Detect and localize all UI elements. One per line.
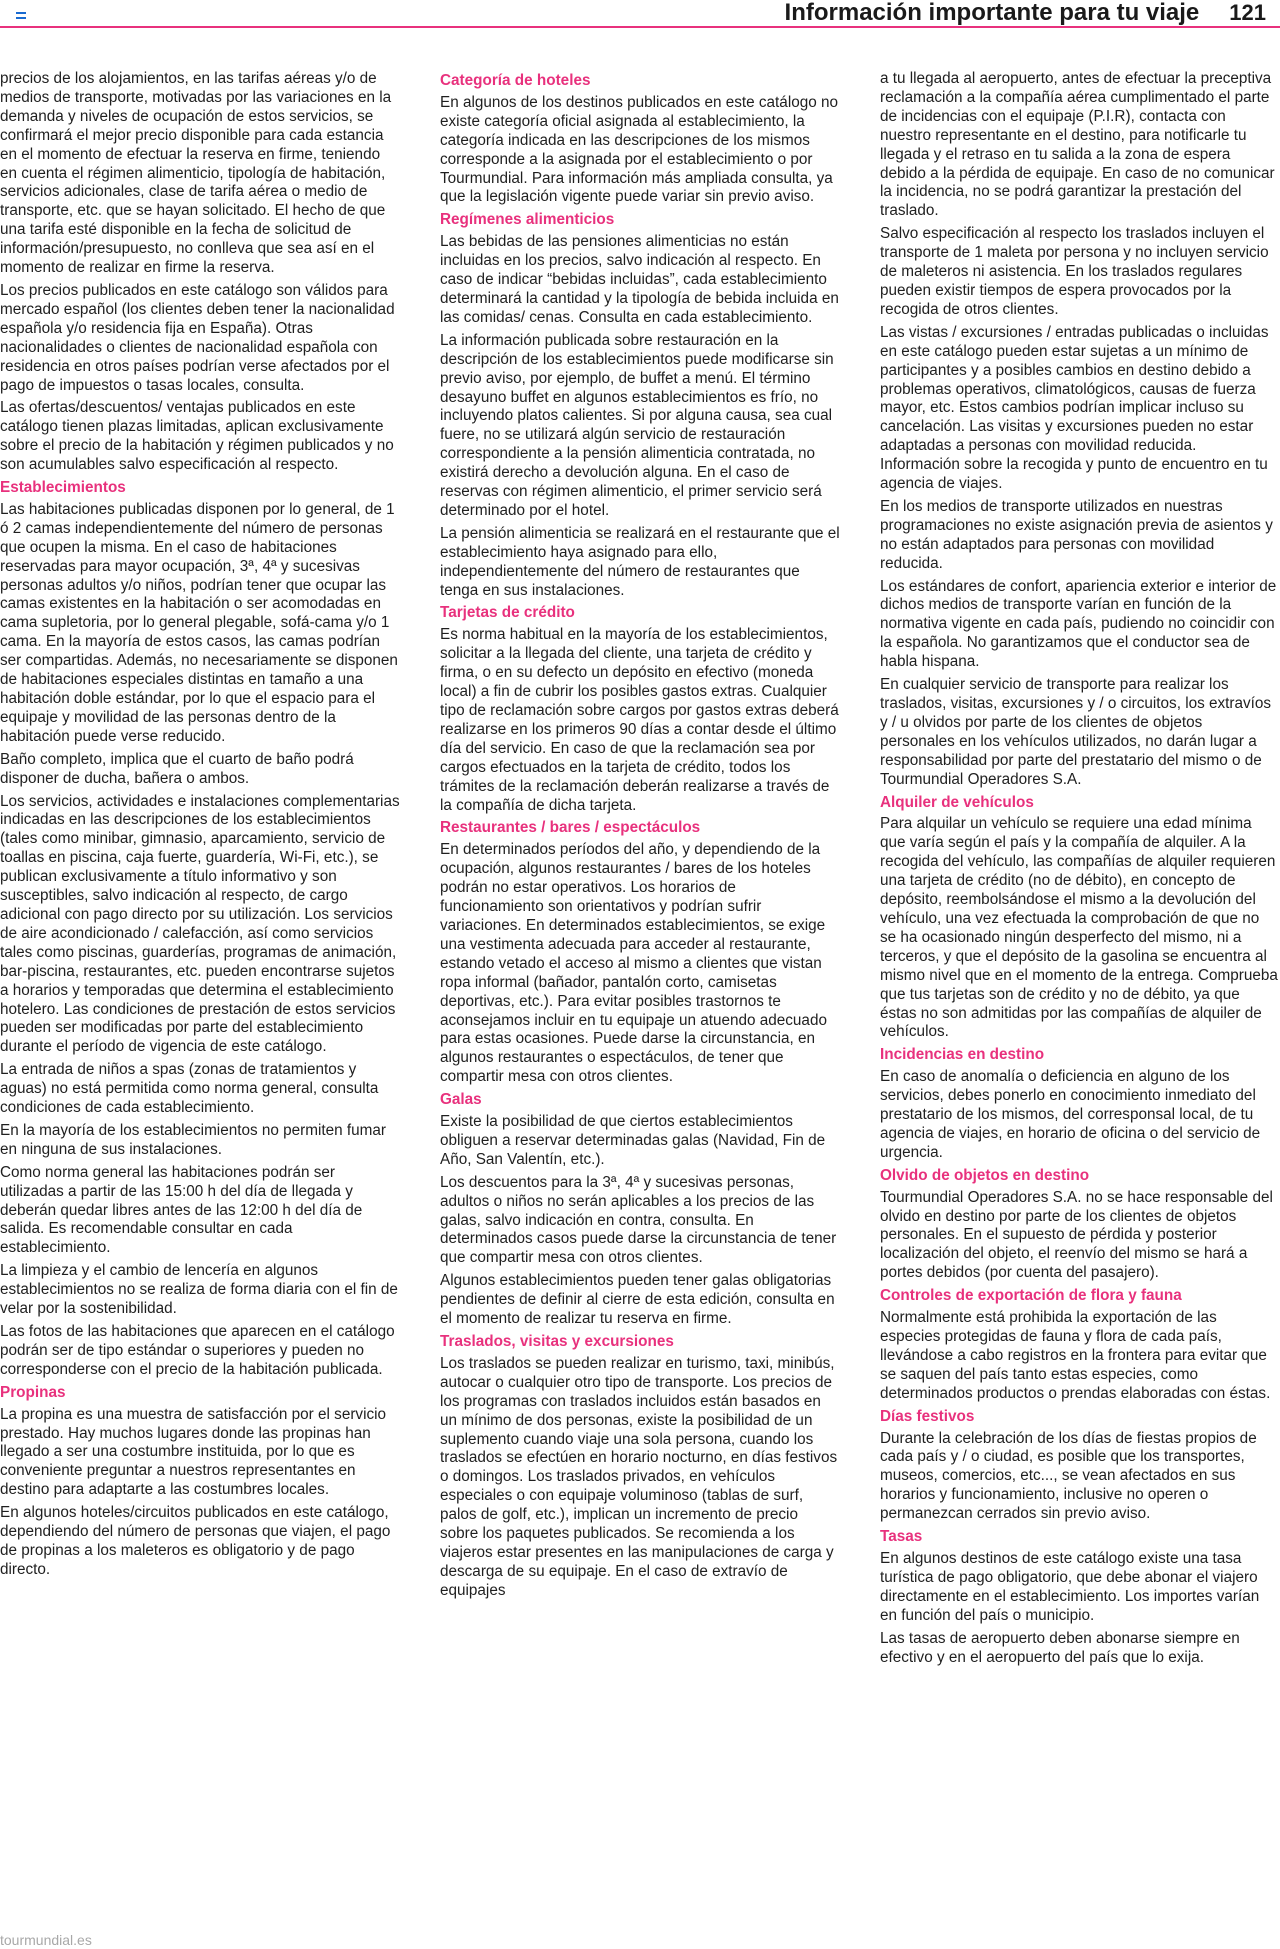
paragraph: Los descuentos para la 3ª, 4ª y sucesivas personas, adultos o niños no serán aplicables a los precios de las galas, salvo indicación en contra, consulta. En determinados casos puede darse la circunstancia de tener que compartir mesa con otros clientes. [440, 1173, 837, 1267]
paragraph: En algunos de los destinos publicados en este catálogo no existe categoría oficial asignada al establecimiento, la categoría indicada en las descripciones de los mismos corresponde a la asignada por el establecimiento o por Tourmundial. Para información más ampliada consulta, ya que la legislación vigente puede variar sin previo aviso. [440, 93, 839, 206]
paragraph: La limpieza y el cambio de lencería en algunos establecimientos no se realiza de forma diaria con el fin de velar por la sostenibilidad. [0, 1262, 398, 1318]
paragraph: precios de los alojamientos, en las tarifas aéreas y/o de medios de transporte, motivadas por las variaciones en la demanda y niveles de ocupación de estos servicios, se confirmará el mejor precio disponible para cada estancia en el momento de efectuar la reserva en firme, teniendo en cuenta el régimen alimenticio, tipología de habitación, servicios adicionales, clase de tarifa aérea o medio de transporte, etc. que se hayan solicitado. El hecho de que una tarifa esté disponible en la fecha de solicitud de información/presupuesto, no conlleva que sea así en el momento de realizar en firme la reserva. [0, 70, 392, 277]
section-heading: Controles de exportación de flora y fauna [880, 1287, 1182, 1305]
section-heading: Propinas [0, 1383, 66, 1401]
paragraph: Salvo especificación al respecto los traslados incluyen el transporte de 1 maleta por persona y no incluyen servicio de maleteros ni asistencia. En los traslados regulares pueden existir tiempos de espera provocados por la recogida de otros clientes. [880, 225, 1269, 318]
section-heading: Alquiler de vehículos [880, 793, 1034, 811]
paragraph: Los traslados se pueden realizar en turismo, taxi, minibús, autocar o cualquier otro tipo de transporte. Los precios de los programas con traslados incluidos están basados en un mínimo de dos personas, existe la posibilidad de un suplemento cuando viaje una sola persona, cuando los traslados se efectúen en horario nocturno, en días festivos o domingos. Los traslados privados, en vehículos especiales o con equipaje voluminoso (tablas de surf, palos de golf, etc.), implican un incremento de precio sobre los paquetes publicados. Se recomienda a los viajeros estar presentes en las manipulaciones de carga y descarga de su equipaje. En el caso de extravío de equipajes [440, 1354, 838, 1599]
paragraph: En los medios de transporte utilizados en nuestras programaciones no existe asignación previa de asientos y no están adaptados para personas con movilidad reducida. [880, 497, 1273, 572]
paragraph: Tourmundial Operadores S.A. no se hace responsable del olvido en destino por parte de los clientes de objetos personales. En el supuesto de pérdida y posterior localización del objeto, el reenvío del mismo se hará a portes debidos (por cuenta del pasajero). [880, 1188, 1273, 1282]
section-heading: Galas [440, 1091, 482, 1109]
section-heading: Días festivos [880, 1407, 975, 1425]
paragraph: Para alquilar un vehículo se requiere una edad mínima que varía según el país y la compañía de alquiler. A la recogida del vehículo, las compañías de alquiler requieren una tarjeta de crédito (no de débito), en concepto de depósito, reembolsándose el mismo a la devolución del vehículo, una vez efectuada la comprobación de que no se ha ocasionado ningún desperfecto del mismo, ni a terceros, y que el depósito de la gasolina se encuentra al mismo nivel que en el momento de la entrega. Comprueba que tus tarjetas son de crédito y no de débito, ya que éstas no son admitidas por las compañías de alquiler de vehículos. [880, 815, 1278, 1041]
paragraph: Las vistas / excursiones / entradas publicadas o incluidas en este catálogo pueden estar sujetas a un mínimo de participantes y a posibles cambios en destino debido a problemas operativos, climatológicos, causas de fuerza mayor, etc. Estos cambios podrían implicar incluso su cancelación. Las visitas y excursiones pueden no estar adaptadas a personas con movilidad reducida. Información sobre la recogida y punto de encuentro en tu agencia de viajes. [880, 323, 1269, 493]
corner-mark [16, 12, 26, 19]
section-heading: Tasas [880, 1528, 923, 1546]
paragraph: La propina es una muestra de satisfacción por el servicio prestado. Hay muchos lugares donde las propinas han llegado a ser una costumbre instituida, por lo que es conveniente preguntar a nuestros representantes en destino para adaptarte a las costumbres locales. [0, 1405, 387, 1499]
paragraph: Las tasas de aeropuerto deben abonarse siempre en efectivo y en el aeropuerto del país que lo exija. [880, 1629, 1240, 1666]
footer-url: tourmundial.es [0, 1932, 92, 1948]
paragraph: Las habitaciones publicadas disponen por lo general, de 1 ó 2 camas independientemente del número de personas que ocupen la misma. En el caso de habitaciones reservadas para mayor ocupación, 3ª, 4ª y sucesivas personas adultos y/o niños, podrían tener que ocupar las camas existentes en la habitación o ser acomodadas en cama supletoria, por lo general plegable, sofá-cama y/o 1 cama. En la mayoría de estos casos, las camas podrían ser compartidas. Además, no necesariamente se disponen de habitaciones especiales distintas en tamaño a una habitación doble estándar, por lo que el espacio para el equipaje y movilidad de las personas dentro de la habitación puede verse reducido. [0, 500, 398, 745]
paragraph: Las ofertas/descuentos/ ventajas publicados en este catálogo tienen plazas limitadas, aplican exclusivamente sobre el precio de la habitación y régimen publicados y no son acumulables salvo especificación al respecto. [0, 399, 394, 474]
section-heading: Regímenes alimenticios [440, 211, 615, 229]
text-column-1 [0, 70, 400, 1584]
text-column-3 [880, 70, 1278, 1671]
paragraph: Las fotos de las habitaciones que aparecen en el catálogo podrán ser de tipo estándar o superiores y pueden no corresponderse con el precio de la habitación publicada. [0, 1323, 395, 1378]
paragraph: En cualquier servicio de transporte para realizar los traslados, visitas, excursiones y / o circuitos, los extravíos y / u olvidos por parte de los clientes de objetos personales en los vehículos utilizados, no darán lugar a responsabilidad por parte del prestatario del mismo o de Tourmundial Operadores S.A. [880, 676, 1272, 788]
page-number: 121 [1229, 0, 1266, 25]
paragraph: Como norma general las habitaciones podrán ser utilizadas a partir de las 15:00 h del día de llegada y deberán quedar libres antes de las 12:00 h del día de salida. Es recomendable consultar en cada establecimiento. [0, 1163, 363, 1257]
section-heading: Traslados, visitas y excursiones [440, 1333, 674, 1350]
paragraph: En determinados períodos del año, y dependiendo de la ocupación, algunos restaurantes / bares de los hoteles podrán no estar operativos. Los horarios de funcionamiento son orientativos y podrían sufrir variaciones. En determinados establecimientos, se exige una vestimenta adecuada para acceder al restaurante, estando vetado el acceso al mismo a clientes que vistan ropa informal (bañador, pantalón corto, camisetas deportivas, etc.). Para evitar posibles trastornos te aconsejamos incluir en tu equipaje un atuendo adecuado para estas ocasiones. Puede darse la circunstancia, en algunos restaurantes o espectáculos, de tener que compartir mesa con otros clientes. [440, 841, 827, 1086]
paragraph: Durante la celebración de los días de fiestas propios de cada país y / o ciudad, es posible que los transportes, museos, comercios, etc..., se vean afectados en sus horarios y funcionamiento, inclusive no operen o permanezcan cerrados sin previo aviso. [880, 1429, 1257, 1523]
paragraph: En la mayoría de los establecimientos no permiten fumar en ninguna de sus instalaciones. [0, 1121, 387, 1158]
paragraph: La pensión alimenticia se realizará en el restaurante que el establecimiento haya asignado para ello, independientemente del número de restaurantes que tenga en sus instalaciones. [440, 524, 840, 599]
paragraph: Es norma habitual en la mayoría de los establecimientos, solicitar a la llegada del cliente, una tarjeta de crédito y firma, o en su defecto un depósito en efectivo (moneda local) a fin de cubrir los posibles gastos extras. Cualquier tipo de reclamación sobre cargos por gastos extras deberá realizarse en los primeros 90 días a contar desde el último día del servicio. En caso de que la reclamación sea por cargos efectuados en la tarjeta de crédito, todos los trámites de la reclamación deberán realizarse a través de la compañía de dicha tarjeta. [440, 626, 839, 814]
section-heading: Olvido de objetos en destino [880, 1166, 1090, 1184]
section-heading: Restaurantes / bares / espectáculos [440, 819, 701, 837]
page-title: Información importante para tu viaje [784, 0, 1200, 26]
paragraph: Algunos establecimientos pueden tener galas obligatorias pendientes de definir al cierre de esta edición, consulta en el momento de realizar tu reserva en firme. [440, 1272, 835, 1328]
paragraph: Los precios publicados en este catálogo son válidos para mercado español (los clientes deben tener la nacionalidad española y/o residencia fija en España). Otras nacionalidades o clientes de nacionalidad española con residencia en otros países podrían verse afectados por el pago de impuestos o tasas locales, consulta. [0, 281, 395, 394]
text-column-2 [440, 70, 840, 1605]
paragraph: En caso de anomalía o deficiencia en alguno de los servicios, debes ponerlo en conocimiento inmediato del prestatario de los mismos, del corresponsal local, de tu agencia de viajes, en horario de oficina o del servicio de urgencia. [880, 1068, 1261, 1161]
paragraph: a tu llegada al aeropuerto, antes de efectuar la preceptiva reclamación a la compañía aérea cumplimentado el parte de incidencias con el equipaje (P.I.R), contacta con nuestro representante en el destino, para notificarle tu llegada y el retraso en tu salida a la zona de espera debido a la pérdida de equipaje. En caso de no comunicar la incidencia, no se podrá garantizar la prestación del traslado. [880, 70, 1275, 220]
paragraph: Los servicios, actividades e instalaciones complementarias indicadas en las descripciones de los establecimientos (tales como minibar, gimnasio, aparcamiento, servicio de toallas en piscina, caja fuerte, guardería, Wi-Fi, etc.), se publican exclusivamente a título informativo y son susceptibles, salvo indicación al respecto, de cargo adicional con pago directo por su utilización. Los servicios de aire acondicionado / calefacción, así como servicios tales como piscinas, guarderías, programas de animación, bar-piscina, restaurantes, etc. pueden encontrarse sujetos a horarios y temporadas que determina el establecimiento hotelero. Las condiciones de prestación de estos servicios pueden ser modificadas por parte del establecimiento durante el período de vigencia de este catálogo. [0, 792, 400, 1056]
paragraph: Baño completo, implica que el cuarto de baño podrá disponer de ducha, bañera o ambos. [0, 750, 354, 787]
header-rule [0, 26, 1280, 28]
paragraph: Normalmente está prohibida la exportación de las especies protegidas de fauna y flora de cada país, llevándose a cabo registros en la frontera para evitar que se saquen del país tanto estas especies, como determinados productos o prendas elaboradas con éstas. [880, 1309, 1271, 1402]
paragraph: Los estándares de confort, apariencia exterior e interior de dichos medios de transporte varían en función de la normativa vigente en cada país, pudiendo no coincidir con la española. No garantizamos que el conductor sea de habla hispana. [880, 577, 1277, 671]
section-heading: Establecimientos [0, 479, 126, 497]
section-heading: Categoría de hoteles [440, 72, 591, 89]
paragraph: La entrada de niños a spas (zonas de tratamientos y aguas) no está permitida como norma general, consulta condiciones de cada establecimiento. [0, 1061, 379, 1117]
section-heading: Incidencias en destino [880, 1046, 1045, 1064]
paragraph: Existe la posibilidad de que ciertos establecimientos obliguen a reservar determinadas galas (Navidad, Fin de Año, San Valentín, etc.). [440, 1113, 826, 1168]
section-heading: Tarjetas de crédito [440, 604, 575, 622]
page-header [785, 0, 1266, 26]
paragraph: En algunos destinos de este catálogo existe una tasa turística de pago obligatorio, que debe abonar el viajero directamente en el establecimiento. Los importes varían en función del país o municipio. [880, 1549, 1260, 1624]
paragraph: En algunos hoteles/circuitos publicados en este catálogo, dependiendo del número de personas que viajen, el pago de propinas a los maleteros es obligatorio y de pago directo. [0, 1504, 391, 1578]
paragraph: La información publicada sobre restauración en la descripción de los establecimientos puede modificarse sin previo aviso, por ejemplo, de buffet a menú. El término desayuno buffet en algunos establecimientos es frío, no incluyendo platos calientes. Si por alguna causa, sea cual fuere, no se utilizará algún servicio de restauración correspondiente a la pensión alimenticia contratada, no existirá derecho a devolución alguna. En el caso de reservas con régimen alimenticio, el primer servicio será determinado por el hotel. [440, 331, 834, 519]
paragraph: Las bebidas de las pensiones alimenticias no están incluidas en los precios, salvo indicación al respecto. En caso de indicar “bebidas incluidas”, cada establecimiento determinará la cantidad y la tipología de bebida incluida en las comidas/ cenas. Consulta en cada establecimiento. [440, 233, 839, 326]
